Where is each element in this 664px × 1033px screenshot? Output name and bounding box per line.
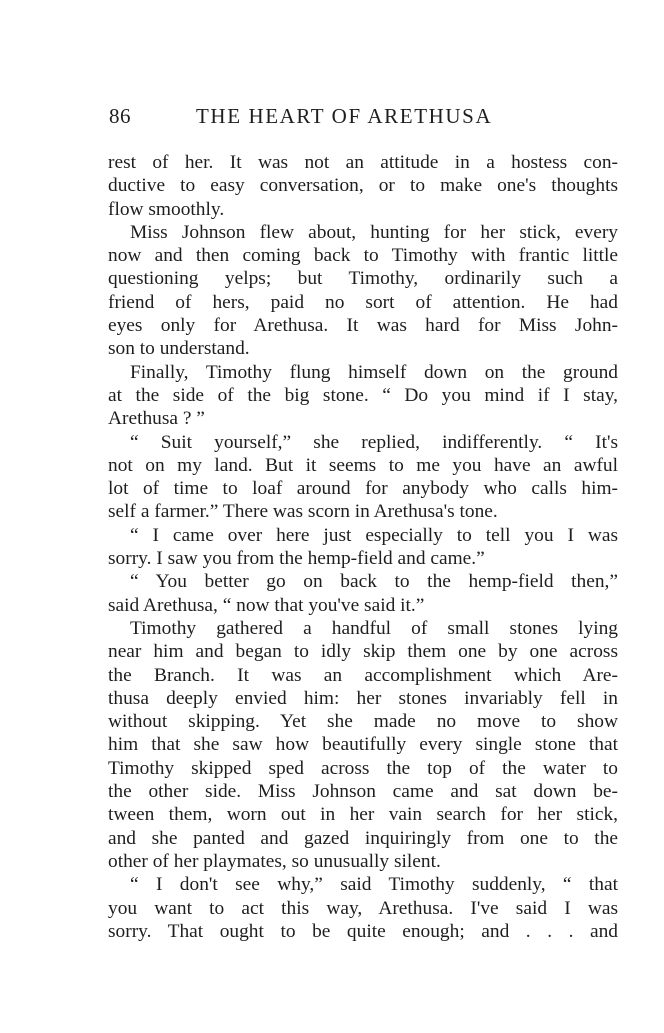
text-line: and she panted and gazed inquiringly from one to the — [108, 827, 618, 849]
text-line: the other side. Miss Johnson came and sat down be- — [108, 781, 618, 803]
text-line: Finally, Timothy flung himself down on the ground — [130, 361, 618, 383]
page-number: 86 — [109, 104, 131, 128]
text-line: rest of her. It was not an attitude in a hostess con- — [108, 152, 618, 173]
text-line: without skipping. Yet she made no move to show — [108, 711, 618, 733]
text-line: lot of time to loaf around for anybody who calls him- — [108, 478, 618, 500]
text-line: ductive to easy conversation, or to make one's thoughts — [108, 175, 618, 197]
text-line: sorry. That ought to be quite enough; and . . . and — [108, 920, 618, 942]
text-line: other of her playmates, so unusually silent. — [108, 850, 441, 872]
text-line: you want to act this way, Arethusa. I've said I was — [108, 897, 618, 919]
text-line: friend of hers, paid no sort of attention. He had — [108, 291, 618, 313]
text-line: tween them, worn out in her vain search for her stick, — [108, 804, 618, 826]
text-line: questioning yelps; but Timothy, ordinarily such a — [108, 268, 618, 290]
text-line: “ Suit yourself,” she replied, indifferently. “ It's — [130, 431, 618, 453]
text-line: “ I don't see why,” said Timothy suddenly, “ that — [130, 874, 618, 896]
running-head — [108, 104, 618, 136]
book-page — [108, 104, 618, 943]
text-line: “ You better go on back to the hemp-field then,” — [130, 571, 618, 593]
text-line: sorry. I saw you from the hemp-field and came.” — [108, 548, 485, 570]
text-line: “ I came over here just especially to tell you I was — [130, 524, 618, 546]
text-line: Timothy skipped sped across the top of the water to — [108, 757, 618, 779]
text-line: near him and began to idly skip them one by one across — [108, 641, 618, 663]
text-line: eyes only for Arethusa. It was hard for Miss John- — [108, 315, 618, 337]
text-line: said Arethusa, “ now that you've said it.” — [108, 594, 425, 616]
text-line: son to understand. — [108, 338, 250, 360]
text-line: now and then coming back to Timothy with frantic little — [108, 245, 618, 267]
running-title: THE HEART OF ARETHUSA — [196, 104, 493, 128]
text-line: the Branch. It was an accomplishment which Are- — [108, 664, 618, 686]
text-line: at the side of the big stone. “ Do you mind if I stay, — [108, 384, 618, 406]
text-line: Miss Johnson flew about, hunting for her stick, every — [130, 221, 618, 243]
text-line: self a farmer.” There was scorn in Arethusa's tone. — [108, 501, 498, 523]
text-line: not on my land. But it seems to me you have an awful — [108, 454, 618, 476]
text-line: Timothy gathered a handful of small stones lying — [130, 617, 618, 639]
text-line: Arethusa ? ” — [108, 408, 205, 430]
text-line: him that she saw how beautifully every single stone that — [108, 734, 618, 756]
text-line: thusa deeply envied him: her stones invariably fell in — [108, 687, 618, 709]
text-line: flow smoothly. — [108, 198, 225, 220]
body-text — [108, 151, 618, 943]
